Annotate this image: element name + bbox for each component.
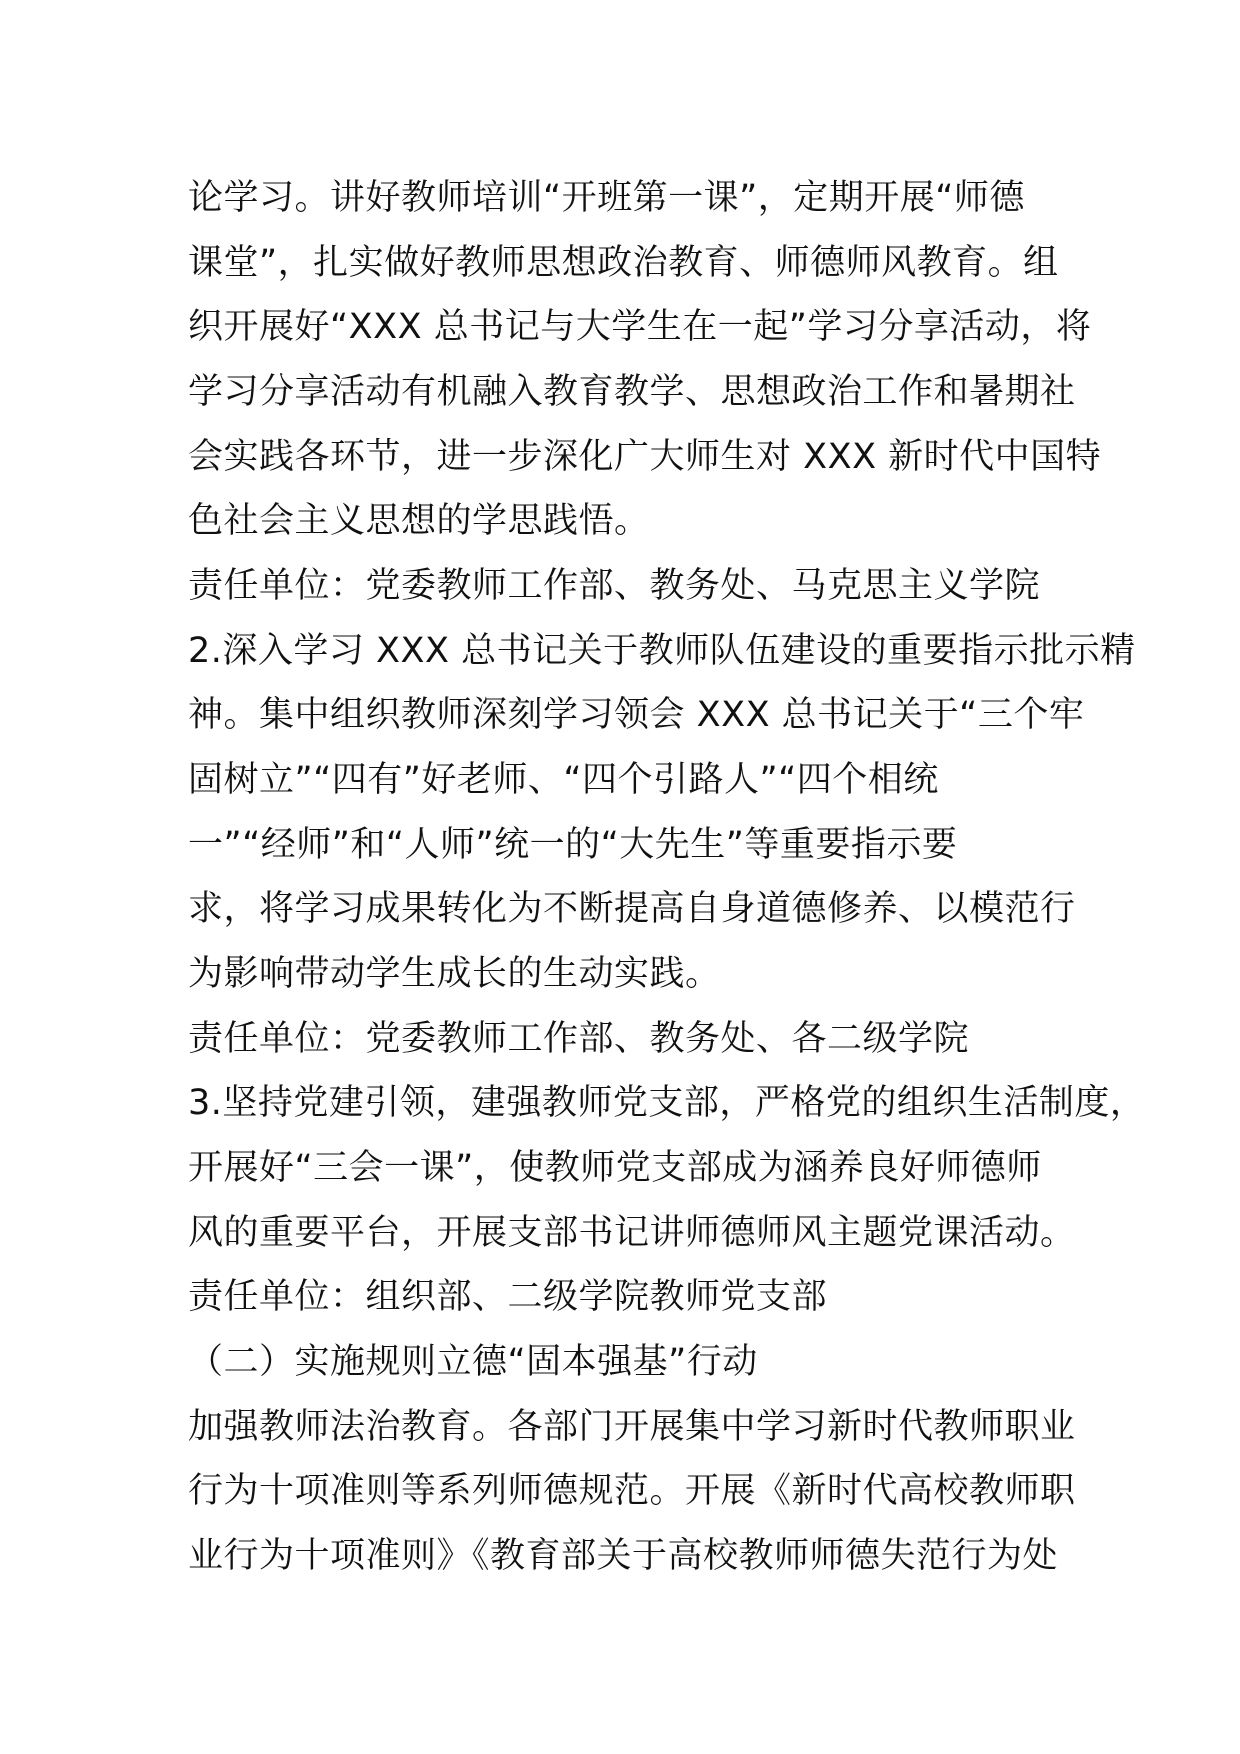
text-line: 求，将学习成果转化为不断提高自身道德修养、以模范行 xyxy=(188,889,1076,929)
item-heading: 2.深入学习 XXX 总书记关于教师队伍建设的重要指示批示精 xyxy=(188,631,1136,671)
text-line: 风的重要平台，开展支部书记讲师德师风主题党课活动。 xyxy=(188,1213,1076,1253)
text-line: 一”“经师”和“人师”统一的“大先生”等重要指示要 xyxy=(188,825,958,865)
text-line: 加强教师法治教育。各部门开展集中学习新时代教师职业 xyxy=(188,1407,1076,1447)
text-line: 论学习。讲好教师培训“开班第一课”，定期开展“师德 xyxy=(188,178,1025,218)
text-line: 为影响带动学生成长的生动实践。 xyxy=(188,954,721,994)
text-line: 色社会主义思想的学思践悟。 xyxy=(188,501,650,541)
text-line: 业行为十项准则》《教育部关于高校教师师德失范行为处 xyxy=(188,1536,1059,1576)
text-line: 开展好“三会一课”，使教师党支部成为涵养良好师德师 xyxy=(188,1148,1042,1188)
text-line: 会实践各环节，进一步深化广大师生对 XXX 新时代中国特 xyxy=(188,437,1102,477)
text-line: 织开展好“XXX 总书记与大学生在一起”学习分享活动，将 xyxy=(188,307,1092,347)
responsibility-unit: 责任单位：党委教师工作部、教务处、马克思主义学院 xyxy=(188,566,1041,606)
responsibility-unit: 责任单位：党委教师工作部、教务处、各二级学院 xyxy=(188,1019,970,1059)
text-line: 课堂”，扎实做好教师思想政治教育、师德师风教育。组 xyxy=(188,243,1059,283)
text-line: 神。集中组织教师深刻学习领会 XXX 总书记关于“三个牢 xyxy=(188,695,1085,735)
text-line: 固树立”“四有”好老师、“四个引路人”“四个相统 xyxy=(188,760,939,800)
responsibility-unit: 责任单位：组织部、二级学院教师党支部 xyxy=(188,1277,828,1317)
text-line: 学习分享活动有机融入教育教学、思想政治工作和暑期社 xyxy=(188,372,1076,412)
section-heading: （二）实施规则立德“固本强基”行动 xyxy=(188,1342,758,1382)
item-heading: 3.坚持党建引领，建强教师党支部，严格党的组织生活制度， xyxy=(188,1083,1146,1123)
text-line: 行为十项准则等系列师德规范。开展《新时代高校教师职 xyxy=(188,1471,1076,1511)
